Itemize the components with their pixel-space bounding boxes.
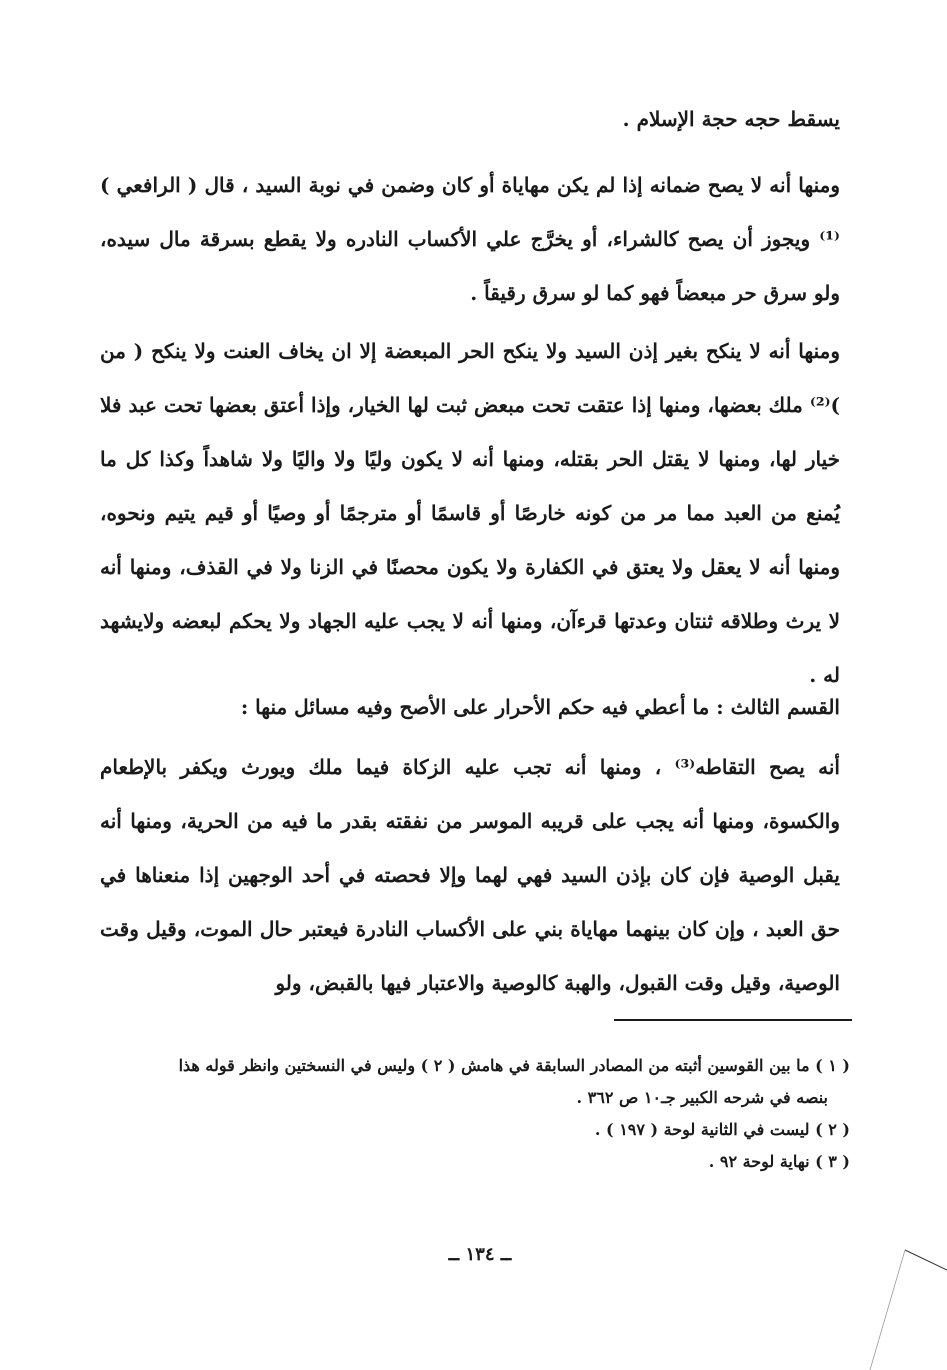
footnote-2: ( ٢ ) ليست في الثانية لوحة ( ١٩٧ ) . <box>594 1120 850 1139</box>
paragraph-lead: يسقط حجه حجة الإسلام . <box>622 107 840 131</box>
footnote-divider <box>614 1019 852 1021</box>
paragraph-1: ومنها أنه لا يصح ضمانه إذا لم يكن مهاياة أو كان وضمن في نوبة السيد ، قال ( الرافعي )⁽¹⁾ ويجوز أن يصح كالشراء، أو يخرَّج علي الأكساب النادره ولا يقطع بسرقة مال سيده، ولو سرق حر مبعضاً فهو كما لو سرق رقيقاً . <box>100 173 840 305</box>
footnote-1-line-1: ( ١ ) ما بين القوسين أثبته من المصادر السابقة في هامش ( ٢ ) وليس في النسختين وانظر قوله هذا <box>178 1056 850 1075</box>
footnotes-list <box>110 1050 850 1178</box>
section-heading: القسم الثالث : ما أعطي فيه حكم الأحرار على الأصح وفيه مسائل منها : <box>240 695 840 719</box>
page-number: ــ ١٣٤ ــ <box>448 1244 512 1265</box>
scan-artifact-line <box>850 1230 947 1370</box>
footnote-1-line-2: بنصه في شرحه الكبير جـ١٠ ص ٣٦٢ . <box>576 1088 828 1107</box>
paragraph-4: أنه يصح التقاطه⁽³⁾ ، ومنها أنه تجب عليه الزكاة فيما ملك ويورث ويكفر بالإطعام والكسوة، ومنها أنه يجب على قريبه الموسر من نفقته بقدر ما فيه من الحرية، ومنها أنه يقبل الوصية فإن كان بإذن السيد فهي لهما وإلا فحصته في أحد الوجهين إذا منعناها في حق العبد ، وإن كان بينهما مهاياة بني على الأكساب النادرة فيعتبر حال الموت، وقيل وقت الوصية، وقيل وقت القبول، والهبة كالوصية والاعتبار فيها بالقبض، ولو <box>100 755 840 995</box>
paragraph-2: ومنها أنه لا ينكح بغير إذن السيد ولا ينكح الحر المبعضة إلا ان يخاف العنت ولا ينكح ( من )⁽²⁾ ملك بعضها، ومنها إذا عتقت تحت مبعض ثبت لها الخيار، وإذا أعتق بعضها تحت عبد فلا خيار لها، ومنها لا يقتل الحر بقتله، ومنها أنه لا يكون وليًا ولا واليًا ولا شاهداً وكذا كل ما يُمنع من العبد مما مر من كونه خارصًا أو قاسمًا أو مترجمًا أو وصيًا أو قيم يتيم ونحوه، ومنها أنه لا يعقل ولا يعتق في الكفارة ولا يكون محصنًا في الزنا ولا في القذف، ومنها أنه لا يرث وطلاقه ثنتان وعدتها قرءآن، ومنها أنه لا يجب عليه الجهاد ولا يحكم لبعضه ولايشهد له . <box>100 339 840 687</box>
footnote-3: ( ٣ ) نهاية لوحة ٩٢ . <box>708 1152 850 1171</box>
